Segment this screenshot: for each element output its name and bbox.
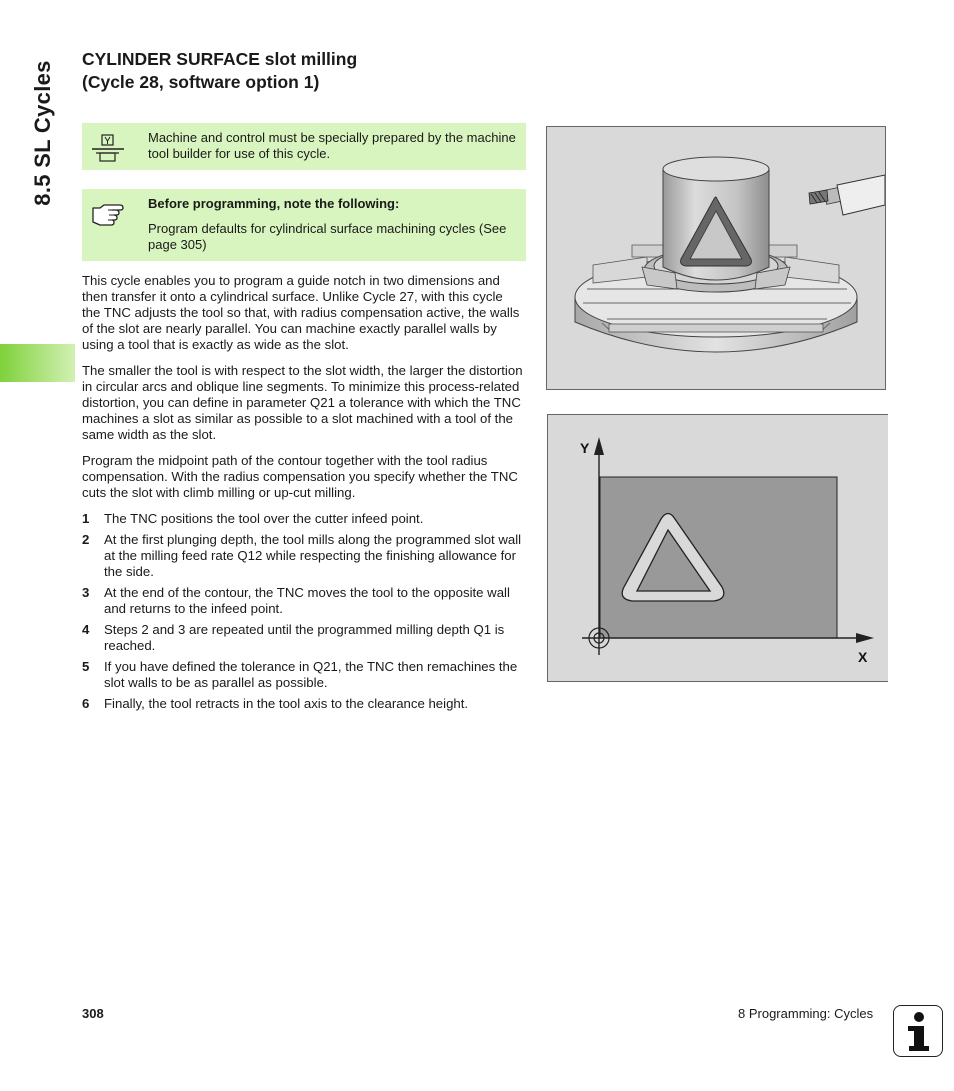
body-text	[82, 273, 524, 717]
section-title-text: 8.5 SL Cycles	[30, 59, 55, 206]
list-item	[82, 622, 524, 654]
list-item	[82, 511, 524, 527]
list-item	[82, 532, 524, 580]
machine-icon	[90, 133, 126, 163]
before-programming-body: Program defaults for cylindrical surface machining cycles (See page 305)	[148, 221, 507, 252]
list-item	[82, 585, 524, 617]
list-item	[82, 696, 524, 712]
step-number: 4	[82, 622, 90, 637]
page-title	[82, 48, 502, 94]
paragraph-intro: This cycle enables you to program a guide notch in two dimensions and then transfer it onto a cylindrical surface. Unlike Cycle 27, with this cycle the TNC adjusts the tool so that, with radius compensation active, the walls of the slot are nearly parallel. You can machine exactly parallel walls by using a tool that is exactly as wide as the slot.	[82, 273, 520, 352]
paragraph-midpoint-path: Program the midpoint path of the contour together with the tool radius compensation. With the radius compensation you specify whether the TNC cuts the slot with climb milling or up-cut milling.	[82, 453, 518, 500]
paragraph-distortion: The smaller the tool is with respect to the slot width, the larger the distortion in circular arcs and oblique line segments. To minimize this process-related distortion, you can define in parameter Q21 a tolerance with which the TNC machines a slot as similar as possible to a slot machined with a tool of the same width as the slot.	[82, 363, 523, 442]
y-axis-label: Y	[580, 440, 590, 456]
step-text: At the first plunging depth, the tool mills along the programmed slot wall at the milling feed rate Q12 while respecting the finishing allowance for the side.	[104, 532, 522, 579]
pointing-hand-icon	[90, 199, 126, 229]
step-text: At the end of the contour, the TNC moves the tool to the opposite wall and returns to the infeed point.	[104, 585, 510, 616]
step-number: 2	[82, 532, 90, 547]
cycle-steps-list	[82, 511, 524, 712]
section-tab-marker	[0, 344, 75, 382]
before-programming-heading: Before programming, note the following:	[148, 196, 400, 211]
step-text: Finally, the tool retracts in the tool axis to the clearance height.	[104, 696, 469, 711]
step-number: 1	[82, 511, 90, 526]
title-line-1: CYLINDER SURFACE slot milling	[82, 49, 358, 69]
chapter-label: 8 Programming: Cycles	[738, 1006, 874, 1021]
step-number: 3	[82, 585, 90, 600]
xy-contour-figure	[547, 414, 888, 682]
step-number: 5	[82, 659, 90, 674]
title-line-2: (Cycle 28, software option 1)	[82, 72, 320, 92]
cylinder-machining-figure	[546, 126, 886, 390]
info-icon	[893, 1005, 943, 1057]
step-text: If you have defined the tolerance in Q21, the TNC then remachines the slot walls to be as parallel as possible.	[104, 659, 518, 690]
machine-note-text: Machine and control must be specially prepared by the machine tool builder for use of this cycle.	[148, 130, 516, 161]
before-programming-note-box	[82, 189, 526, 261]
step-text: The TNC positions the tool over the cutter infeed point.	[104, 511, 424, 526]
section-title-vertical	[28, 50, 58, 215]
before-programming-note-text	[148, 196, 516, 253]
machine-note-box	[82, 123, 526, 170]
list-item	[82, 659, 524, 691]
step-number: 6	[82, 696, 90, 711]
page-number: 308	[82, 1006, 104, 1021]
step-text: Steps 2 and 3 are repeated until the programmed milling depth Q1 is reached.	[104, 622, 505, 653]
x-axis-label: X	[858, 649, 868, 665]
